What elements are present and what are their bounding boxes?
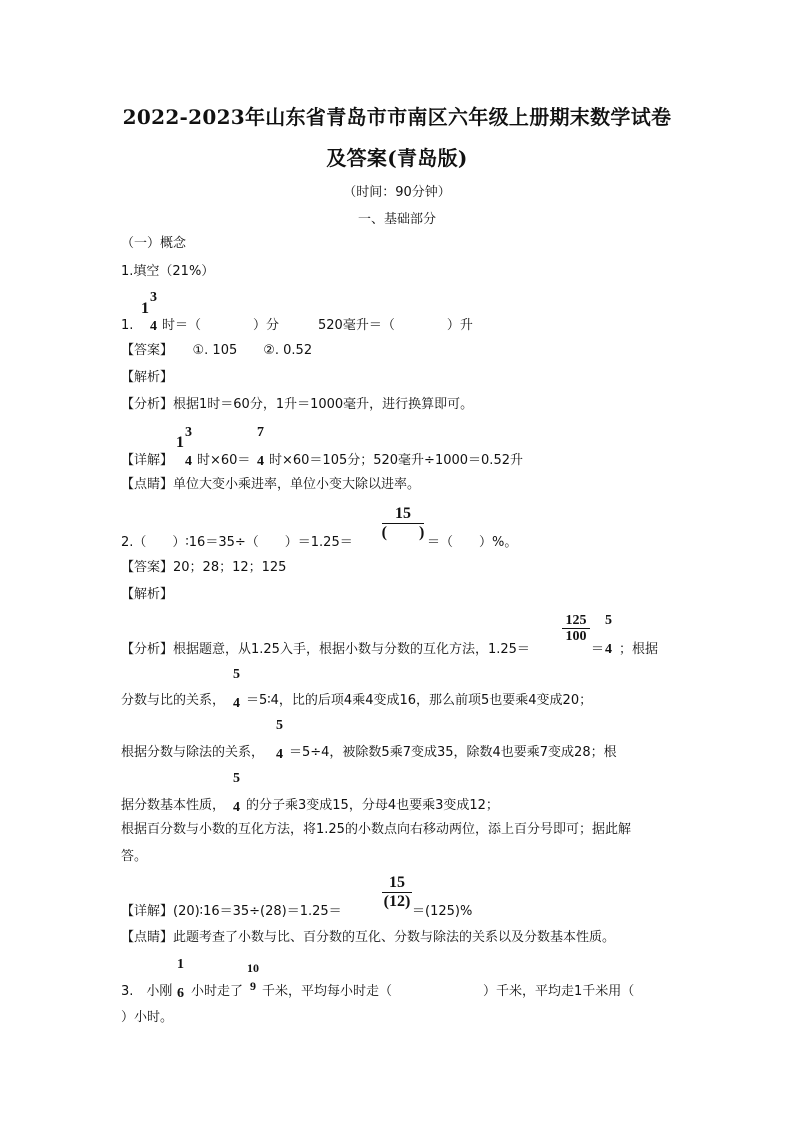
q2-f3-denominator: 4 (233, 696, 240, 711)
q2-f3-numerator: 5 (233, 667, 240, 682)
q3-f2-numerator: 10 (247, 961, 259, 975)
q2-fraction-numerator: 15 (395, 505, 411, 522)
q3-fraction-hours (177, 957, 184, 1001)
q2-analysis-label: 【解析】 (121, 587, 174, 602)
q2-detail-denominator: (12) (383, 893, 411, 910)
q2-f1-denominator: 100 (565, 629, 587, 644)
q2-fraction-ratio (233, 667, 240, 711)
q2-f2-denominator: 4 (605, 642, 612, 657)
q2-f4-numerator: 5 (276, 718, 283, 733)
q1-detail-numerator: 3 (185, 425, 192, 440)
q2-analysis-line4-a: 据分数基本性质， (121, 798, 226, 813)
q1-detail-numerator2: 7 (257, 425, 264, 440)
q3-text-b: 小时走了 (191, 984, 244, 999)
document-title-line1: 2022-2023年山东省青岛市市南区六年级上册期末数学试卷 (122, 105, 672, 129)
q2-analysis-line2-b: ＝5∶4，比的后项4乘4变成16，那么前项5也要乘4变成20； (246, 693, 593, 708)
q1-analysis: 【分析】根据1时＝60分，1升＝1000毫升，进行换算即可。 (121, 397, 474, 412)
q2-f5-denominator: 4 (233, 800, 240, 815)
q2-analysis-line5: 根据百分数与小数的互化方法，将1.25的小数点向右移动两位，添上百分号即可；据此解 (121, 822, 631, 837)
q2-text-b: ＝（ ）%。 (427, 535, 518, 550)
q1-answer: 【答案】 ①. 105 ②. 0.52 (121, 343, 313, 358)
q2-analysis-line2-a: 分数与比的关系， (121, 693, 226, 708)
q2-equals: ＝ (591, 642, 605, 657)
section-title: 一、基础部分 (357, 212, 436, 227)
q3-text-c: 千米，平均每小时走（ ）千米，平均走1千米用（ (262, 984, 635, 999)
q3-f1-numerator: 1 (177, 957, 184, 972)
q3-text-a: 3. 小刚 (121, 984, 173, 999)
q2-blank-fraction (382, 505, 424, 542)
q2-fraction-division (276, 718, 283, 762)
q2-analysis-line1: 【分析】根据题意，从1.25入手，根据小数与分数的互化方法，1.25＝ (121, 642, 530, 657)
q3-f1-denominator: 6 (177, 986, 184, 1001)
q2-f2-numerator: 5 (605, 613, 612, 628)
subsection-title: （一）概念 (121, 236, 187, 251)
q3-text-d: ）小时。 (121, 1010, 174, 1025)
q1-text: 时＝（ ）分 520毫升＝（ ）升 (162, 318, 473, 333)
q1-number: 1. (121, 318, 134, 333)
q1-detail-denominator: 4 (185, 454, 192, 469)
q1-detail-end: 时×60＝105分；520毫升÷1000＝0.52升 (269, 453, 523, 468)
q2-f5-numerator: 5 (233, 771, 240, 786)
document-title-line2: 及答案(青岛版) (326, 146, 468, 170)
q2-analysis-line4-b: 的分子乘3变成15，分母4也要乘3变成12； (246, 798, 499, 813)
q2-detail-a: 【详解】(20)∶16＝35÷(28)＝1.25＝ (121, 904, 342, 919)
q2-text-a: 2.（ ）∶16＝35÷（ ）＝1.25＝ (121, 535, 353, 550)
q2-fraction-denominator: ( ) (381, 524, 425, 541)
q2-detail-b: ＝(125)% (412, 904, 473, 919)
q2-fraction-5-4 (605, 613, 612, 657)
q3-f2-denominator: 9 (250, 979, 256, 993)
q1-detail-fraction2 (257, 425, 264, 469)
q1-detail-fraction (185, 425, 192, 469)
q2-analysis-line6: 答。 (121, 849, 148, 864)
q2-f1-numerator: 125 (565, 613, 587, 628)
q1-detail-denominator2: 4 (257, 454, 264, 469)
q2-fraction-125-100 (562, 613, 590, 644)
q1-detail-mid: 时×60＝ (197, 453, 251, 468)
q1-mixed-numerator: 3 (150, 290, 157, 305)
q2-analysis-line1-end: ；根据 (619, 642, 659, 657)
q1-mixed-denominator: 4 (150, 319, 157, 334)
q1-detail-whole: 1 (176, 434, 184, 451)
q1-comment: 【点睛】单位大变小乘进率，单位小变大除以进率。 (121, 477, 421, 492)
q2-answer: 【答案】20；28；12；125 (121, 560, 287, 575)
q2-fraction-property (233, 771, 240, 815)
q2-detail-numerator: 15 (389, 874, 405, 891)
q2-f4-denominator: 4 (276, 747, 283, 762)
q1-mixed-whole: 1 (141, 300, 149, 317)
q2-analysis-line3-a: 根据分数与除法的关系， (121, 745, 265, 760)
q3-fraction-km (247, 962, 259, 993)
q2-analysis-line3-b: ＝5÷4，被除数5乘7变成35，除数4也要乘7变成28；根 (289, 745, 617, 760)
q1-analysis-label: 【解析】 (121, 370, 174, 385)
time-note: （时间：90分钟） (343, 185, 451, 200)
q1-detail-label: 【详解】 (121, 453, 174, 468)
q1-mixed-fraction (150, 290, 157, 334)
question-fill-heading: 1.填空（21%） (121, 264, 215, 279)
q2-comment: 【点睛】此题考查了小数与比、百分数的互化、分数与除法的关系以及分数基本性质。 (121, 930, 616, 945)
q2-detail-fraction (382, 874, 412, 911)
